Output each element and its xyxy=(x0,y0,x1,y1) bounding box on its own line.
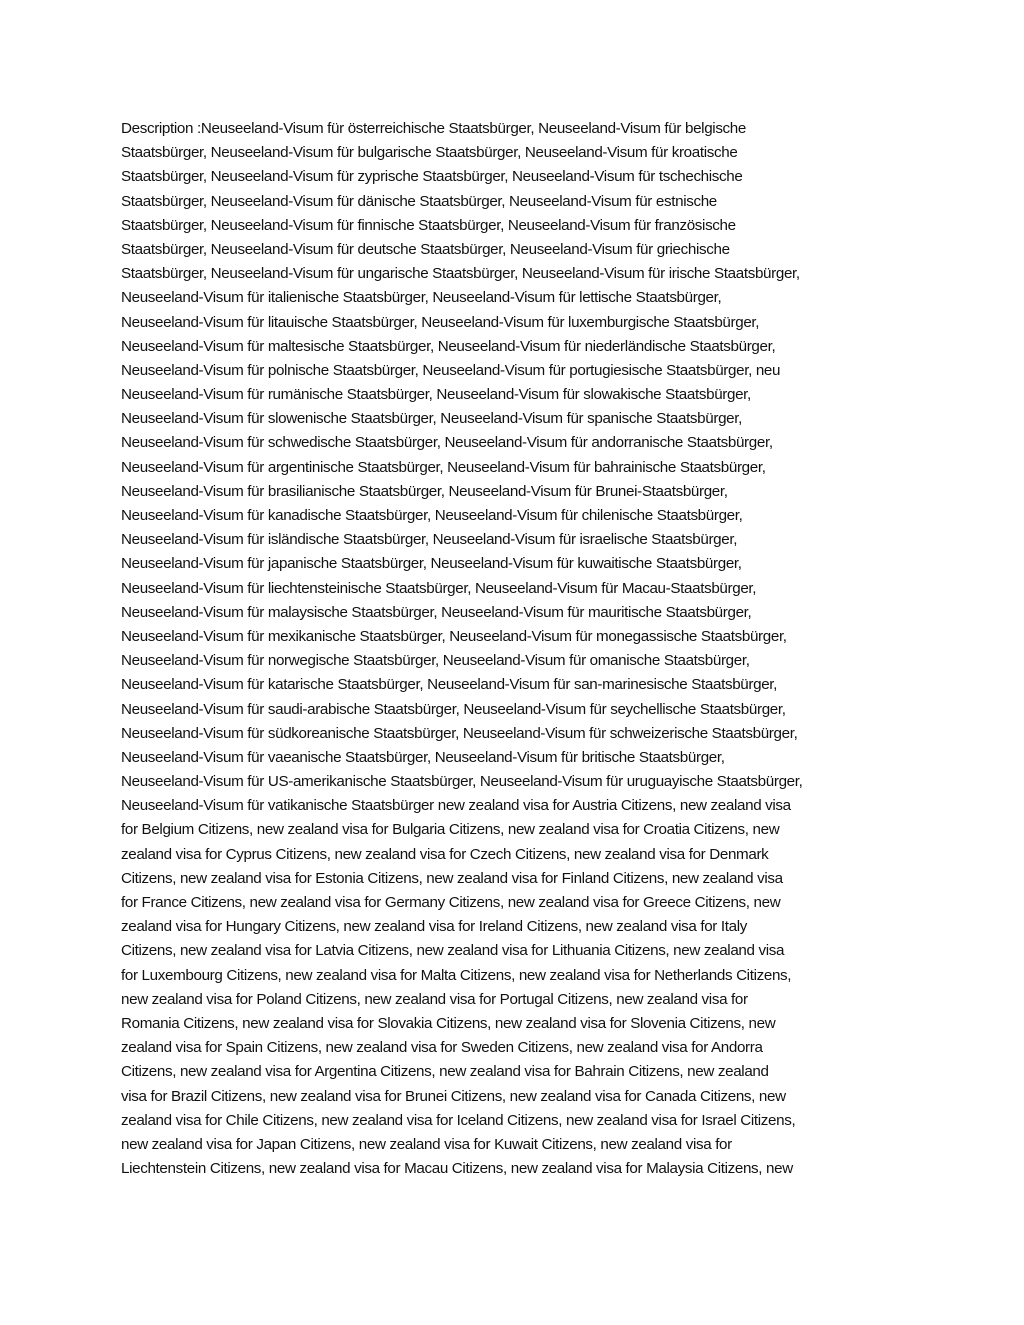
description-line: Neuseeland-Visum für argentinische Staatsbürger, Neuseeland-Visum für bahrainische Staatsbürger, xyxy=(121,458,766,476)
description-line: Neuseeland-Visum für isländische Staatsbürger, Neuseeland-Visum für israelische Staatsbürger, xyxy=(121,531,738,549)
description-line: Neuseeland-Visum für slowenische Staatsbürger, Neuseeland-Visum für spanische Staatsbürger, xyxy=(121,410,743,428)
description-line: Neuseeland-Visum für US-amerikanische Staatsbürger, Neuseeland-Visum für uruguayische Staatsbürger, xyxy=(121,773,803,791)
description-line: Neuseeland-Visum für maltesische Staatsbürger, Neuseeland-Visum für niederländische Staatsbürger, xyxy=(121,337,776,355)
description-line: Neuseeland-Visum für rumänische Staatsbürger, Neuseeland-Visum für slowakische Staatsbürger, xyxy=(121,386,751,404)
description-line: zealand visa for Spain Citizens, new zealand visa for Sweden Citizens, new zealand visa for Andorra xyxy=(121,1039,763,1057)
description-line: Neuseeland-Visum für liechtensteinische Staatsbürger, Neuseeland-Visum für Macau-Staatsbürger, xyxy=(121,579,757,597)
description-line: Neuseeland-Visum für malaysische Staatsbürger, Neuseeland-Visum für mauritische Staatsbürger, xyxy=(121,603,752,621)
description-line-first: Description :Neuseeland-Visum für österreichische Staatsbürger, Neuseeland-Visum für belgische xyxy=(121,120,746,137)
description-line: new zealand visa for Poland Citizens, new zealand visa for Portugal Citizens, new zealand visa for xyxy=(121,990,748,1008)
description-line: Neuseeland-Visum für vaeanische Staatsbürger, Neuseeland-Visum für britische Staatsbürger, xyxy=(121,748,725,766)
description-line: Neuseeland-Visum für südkoreanische Staatsbürger, Neuseeland-Visum für schweizerische Staatsbürger, xyxy=(121,724,798,742)
description-line: zealand visa for Chile Citizens, new zealand visa for Iceland Citizens, new zealand visa for Israel Citizens, xyxy=(121,1111,796,1129)
description-line: visa for Brazil Citizens, new zealand visa for Brunei Citizens, new zealand visa for Canada Citizens, new xyxy=(121,1087,786,1105)
description-line: for France Citizens, new zealand visa for Germany Citizens, new zealand visa for Greece Citizens, new xyxy=(121,894,781,911)
description-line: Staatsbürger, Neuseeland-Visum für zyprische Staatsbürger, Neuseeland-Visum für tschechische xyxy=(121,168,743,186)
description-line: Neuseeland-Visum für japanische Staatsbürger, Neuseeland-Visum für kuwaitische Staatsbürger, xyxy=(121,555,742,573)
description-line: Neuseeland-Visum für italienische Staatsbürger, Neuseeland-Visum für lettische Staatsbürger, xyxy=(121,289,722,307)
description-line: Citizens, new zealand visa for Latvia Citizens, new zealand visa for Lithuania Citizens, new zealand visa xyxy=(121,942,785,960)
description-line: Staatsbürger, Neuseeland-Visum für dänische Staatsbürger, Neuseeland-Visum für estnische xyxy=(121,192,717,210)
description-line: Neuseeland-Visum für katarische Staatsbürger, Neuseeland-Visum für san-marinesische Staatsbürger, xyxy=(121,676,778,694)
description-line: Staatsbürger, Neuseeland-Visum für bulgarische Staatsbürger, Neuseeland-Visum für kroatische xyxy=(121,144,738,162)
description-line: for Luxembourg Citizens, new zealand visa for Malta Citizens, new zealand visa for Netherlands Citizens, xyxy=(121,966,792,984)
description-line: Staatsbürger, Neuseeland-Visum für deutsche Staatsbürger, Neuseeland-Visum für griechische xyxy=(121,240,730,258)
description-line: Neuseeland-Visum für litauische Staatsbürger, Neuseeland-Visum für luxemburgische Staatsbürger, xyxy=(121,313,760,331)
description-line: Neuseeland-Visum für kanadische Staatsbürger, Neuseeland-Visum für chilenische Staatsbürger, xyxy=(121,507,743,524)
description-line: Neuseeland-Visum für vatikanische Staatsbürger new zealand visa for Austria Citizens, new zealand visa xyxy=(121,797,791,815)
description-line: Neuseeland-Visum für norwegische Staatsbürger, Neuseeland-Visum für omanische Staatsbürger, xyxy=(121,652,750,670)
description-line: Neuseeland-Visum für mexikanische Staatsbürger, Neuseeland-Visum für monegassische Staatsbürger, xyxy=(121,627,787,645)
description-line: Neuseeland-Visum für schwedische Staatsbürger, Neuseeland-Visum für andorranische Staatsbürger, xyxy=(121,434,773,452)
description-text-block xyxy=(121,117,911,1181)
description-line: zealand visa for Cyprus Citizens, new zealand visa for Czech Citizens, new zealand visa for Denmark xyxy=(121,845,769,863)
description-line: Neuseeland-Visum für saudi-arabische Staatsbürger, Neuseeland-Visum für seychellische Staatsbürger, xyxy=(121,700,786,718)
description-line: Citizens, new zealand visa for Estonia Citizens, new zealand visa for Finland Citizens, new zealand visa xyxy=(121,869,783,887)
description-line: Neuseeland-Visum für brasilianische Staatsbürger, Neuseeland-Visum für Brunei-Staatsbürger, xyxy=(121,482,728,500)
description-line: Staatsbürger, Neuseeland-Visum für ungarische Staatsbürger, Neuseeland-Visum für irische Staatsbürger, xyxy=(121,265,800,283)
description-line: for Belgium Citizens, new zealand visa for Bulgaria Citizens, new zealand visa for Croatia Citizens, new xyxy=(121,821,780,839)
description-line: Romania Citizens, new zealand visa for Slovakia Citizens, new zealand visa for Slovenia Citizens, new xyxy=(121,1014,776,1032)
description-line: Citizens, new zealand visa for Argentina Citizens, new zealand visa for Bahrain Citizens, new zealand xyxy=(121,1063,769,1081)
description-line: Liechtenstein Citizens, new zealand visa for Macau Citizens, new zealand visa for Malaysia Citizens, new xyxy=(121,1160,793,1178)
description-line: zealand visa for Hungary Citizens, new zealand visa for Ireland Citizens, new zealand visa for Italy xyxy=(121,918,747,936)
description-line: Neuseeland-Visum für polnische Staatsbürger, Neuseeland-Visum für portugiesische Staatsbürger, neu xyxy=(121,361,781,379)
description-line: new zealand visa for Japan Citizens, new zealand visa for Kuwait Citizens, new zealand visa for xyxy=(121,1135,732,1153)
description-line: Staatsbürger, Neuseeland-Visum für finnische Staatsbürger, Neuseeland-Visum für französische xyxy=(121,216,736,234)
